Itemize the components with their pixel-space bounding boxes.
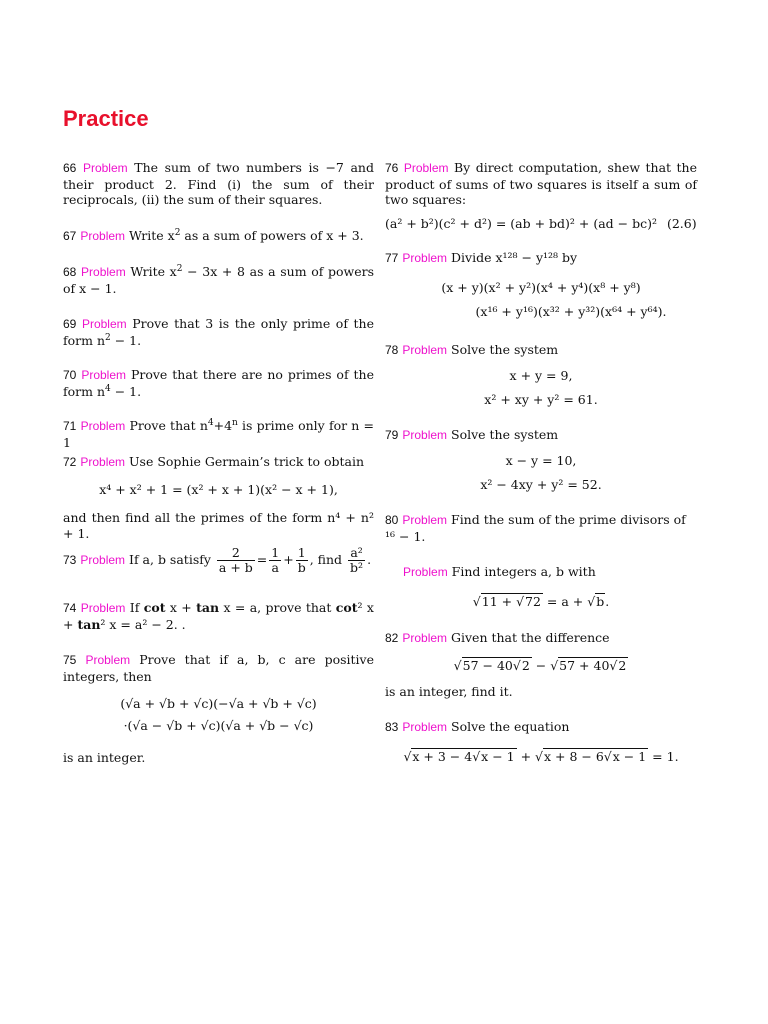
- problem-text-cont: is an integer.: [63, 750, 146, 765]
- page-title: Practice: [63, 106, 149, 131]
- problem-label: Problem: [80, 229, 126, 243]
- problem-number: 82: [385, 631, 399, 645]
- problem-label: Problem: [402, 513, 448, 527]
- equation: √11 + √72 = a + √b.: [472, 594, 610, 609]
- problem-75: [63, 652, 374, 772]
- problem-text: Solve the system: [451, 342, 559, 357]
- numerator: a²: [348, 546, 365, 561]
- problem-78: [385, 342, 697, 412]
- problem-label: Problem: [402, 720, 448, 734]
- problem-text-cont: is prime only for n = 1: [63, 418, 375, 450]
- equation-part: x − 1: [612, 749, 647, 764]
- problem-label: Problem: [81, 317, 127, 331]
- problem-66: [63, 160, 374, 208]
- problem-text: Write x: [130, 264, 177, 279]
- denominator: a: [271, 560, 279, 575]
- problem-number: 79: [385, 428, 399, 442]
- denominator: a + b: [218, 560, 253, 575]
- problem-number: 75: [63, 653, 77, 667]
- equation-part: +: [516, 749, 536, 764]
- problem-81: [385, 564, 697, 614]
- problem-text: Use Sophie Germain’s trick to obtain: [129, 454, 365, 469]
- problem-label: Problem: [402, 343, 448, 357]
- problem-label: Problem: [81, 265, 126, 279]
- problem-text-cont: − 1.: [110, 383, 142, 399]
- period: .: [367, 552, 372, 567]
- find-text: , find: [309, 552, 343, 567]
- problem-number: 67: [63, 229, 77, 243]
- equation: √57 − 40√2 − √57 + 40√2: [453, 658, 627, 673]
- plus-sign: +: [283, 552, 294, 567]
- problem-number: 74: [63, 601, 77, 615]
- problem-79: [385, 427, 697, 497]
- denominator: b²: [350, 560, 364, 575]
- problem-text: Divide x¹²⁸ − y¹²⁸ by: [451, 250, 578, 265]
- problem-number: 80: [385, 513, 399, 527]
- problem-76: [385, 160, 697, 240]
- equation-part: x + 8 − 6: [544, 749, 604, 764]
- equation-line-2: x² + xy + y² = 61.: [484, 392, 598, 407]
- problem-label: Problem: [82, 161, 128, 175]
- exponent: 4: [207, 417, 214, 428]
- problem-text-mid: ² x +: [63, 600, 374, 632]
- equation-part: 11 +: [481, 594, 517, 609]
- equation-part: −: [531, 658, 551, 673]
- fraction: [348, 546, 365, 575]
- problem-text: Find the sum of the prime divisors of: [451, 512, 686, 527]
- exponent: 2: [174, 227, 181, 238]
- problem-text: If: [129, 600, 140, 615]
- fraction: [269, 546, 281, 575]
- equation-part: = 1.: [648, 749, 679, 764]
- equation: [385, 216, 697, 231]
- problem-text-mid: +4: [213, 418, 233, 433]
- problem-text: Solve the system: [451, 427, 559, 442]
- equation-part: b: [596, 594, 605, 609]
- cot-function: cot: [335, 600, 358, 615]
- equation-part: x − 1: [481, 749, 515, 764]
- problem-text: Given that the difference: [451, 630, 610, 645]
- problem-text: Prove that if a, b, c are positive integers, then: [63, 652, 374, 684]
- problem-73: [63, 546, 374, 575]
- numerator: 1: [271, 545, 280, 560]
- tan-function: tan: [196, 600, 220, 615]
- problem-80: [385, 512, 697, 544]
- problem-label: Problem: [402, 251, 448, 265]
- fraction: [217, 546, 255, 575]
- problem-text: Prove that 3 is the only prime of the form n: [63, 316, 374, 348]
- problem-83: [385, 719, 697, 769]
- problem-text: The sum of two numbers is −7 and their product 2. Find (i) the sum of their reciprocals, (ii) the sum of their squares.: [63, 160, 374, 207]
- problem-text-cont: − 1.: [110, 332, 142, 348]
- equation-part: .: [605, 594, 610, 609]
- problem-label: Problem: [403, 161, 449, 175]
- problem-number: 72: [63, 455, 77, 469]
- equation-line-2: (x¹⁶ + y¹⁶)(x³² + y³²)(x⁶⁴ + y⁶⁴).: [475, 304, 667, 319]
- problem-text: By direct computation, shew that the product of sums of two squares is itself a sum of two squares:: [385, 160, 697, 207]
- problem-71: [63, 418, 374, 450]
- exponent: 2: [176, 263, 183, 274]
- problem-text-cont: is an integer, find it.: [385, 684, 513, 699]
- equation-part: 57 − 40: [462, 658, 513, 673]
- problem-number: 71: [63, 419, 77, 433]
- equation-line-1: (x + y)(x² + y²)(x⁴ + y⁴)(x⁸ + y⁸): [441, 280, 641, 295]
- problem-number: 78: [385, 343, 399, 357]
- problem-number: 69: [63, 317, 77, 331]
- problem-label: Problem: [80, 553, 126, 567]
- problem-text-cont: ¹⁶ − 1.: [385, 528, 426, 544]
- problem-74: [63, 600, 374, 632]
- problem-number: 70: [63, 368, 77, 382]
- problem-text: Prove that there are no primes of the form n: [63, 367, 374, 399]
- problem-72: [63, 454, 374, 541]
- equation-line-1: x − y = 10,: [505, 453, 577, 468]
- exponent: n: [232, 417, 238, 428]
- fraction: [296, 546, 308, 575]
- problem-text: If a, b satisfy: [129, 552, 211, 567]
- problem-text-cont: as a sum of powers of x + 3.: [180, 228, 364, 243]
- problem-text-cont: − 3x + 8 as a sum of powers of x − 1.: [63, 264, 375, 296]
- problem-text: Prove that n: [129, 418, 208, 433]
- problem-label: Problem: [402, 428, 448, 442]
- problem-label: Problem: [81, 368, 126, 382]
- equation-tag: (2.6): [666, 216, 697, 231]
- equation-part: 72: [525, 594, 541, 609]
- exponent: 2: [105, 332, 111, 343]
- problem-text-cont: and then find all the primes of the form n⁴ + n² + 1.: [63, 510, 374, 541]
- problem-68: [63, 264, 374, 296]
- tan-function: tan: [77, 616, 101, 632]
- problem-number: 66: [63, 161, 77, 175]
- problem-77: [385, 250, 697, 320]
- problem-text-mid: x +: [165, 600, 197, 615]
- problem-text: Find integers a, b with: [451, 564, 596, 579]
- problem-number: 76: [385, 161, 399, 175]
- problem-label: Problem: [80, 601, 126, 615]
- equation-line-2: x² − 4xy + y² = 52.: [480, 477, 602, 492]
- problem-label: Problem: [80, 455, 126, 469]
- problem-82: [385, 630, 697, 700]
- denominator: b: [297, 560, 306, 575]
- equation-body: (a² + b²)(c² + d²) = (ab + bd)² + (ad − bc)²: [385, 216, 657, 231]
- problem-text: Write x: [129, 228, 175, 243]
- exponent: 4: [105, 383, 111, 394]
- problem-number: 73: [63, 553, 77, 567]
- equation-part: = a +: [542, 594, 588, 609]
- problem-number: 83: [385, 720, 399, 734]
- problem-70: [63, 367, 374, 399]
- numerator: 1: [296, 546, 308, 561]
- problem-label: Problem: [85, 653, 131, 667]
- problem-label: Problem: [402, 631, 448, 645]
- problem-number: 77: [385, 251, 399, 265]
- equation-line-1: x + y = 9,: [509, 368, 573, 383]
- equation-part: 2: [521, 658, 530, 673]
- problem-label: Problem: [80, 419, 126, 433]
- equation: √x + 3 − 4√x − 1 + √x + 8 − 6√x − 1 = 1.: [403, 749, 679, 764]
- equation: x⁴ + x² + 1 = (x² + x + 1)(x² − x + 1),: [99, 482, 338, 497]
- problem-text-cont: ² x = a² − 2. .: [100, 616, 186, 632]
- problem-69: [63, 316, 374, 348]
- problem-number: 68: [63, 265, 77, 279]
- equation-part: 57 + 40: [559, 658, 610, 673]
- equation-part: 2: [618, 658, 627, 673]
- equation-line-2: ·(√a − √b + √c)(√a + √b − √c): [123, 718, 314, 733]
- equals-sign: =: [256, 552, 268, 567]
- problem-label: Problem: [403, 565, 448, 579]
- cot-function: cot: [143, 600, 166, 615]
- equation-part: x + 3 − 4: [412, 749, 473, 764]
- problem-67: [63, 228, 374, 245]
- problem-text: Solve the equation: [451, 719, 570, 734]
- equation-line-1: (√a + √b + √c)(−√a + √b + √c): [120, 696, 317, 711]
- numerator: 2: [217, 546, 255, 561]
- problem-text-mid: x = a, prove that: [219, 600, 336, 615]
